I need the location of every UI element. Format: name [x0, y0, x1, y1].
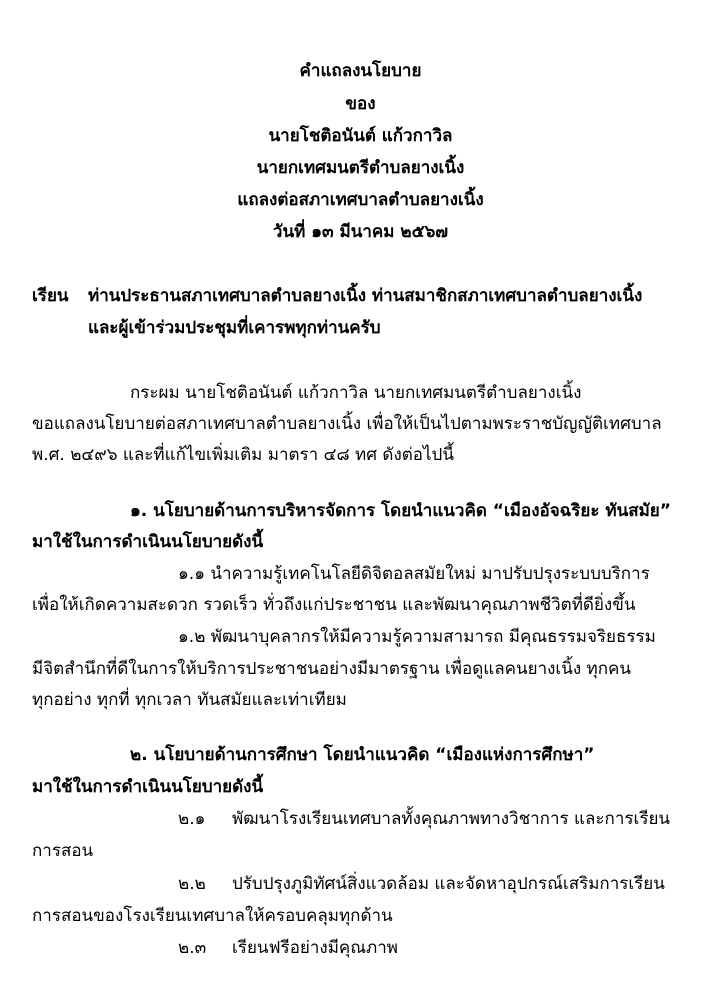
speaker-name: นายโชติอนันต์ แก้วกาวิล [268, 126, 453, 146]
policy-2-heading-cont: มาใช้ในการดำเนินนโยบายดังนี้ [32, 777, 264, 797]
policy-2-item-2-cont: การสอนของโรงเรียนเทศบาลให้ครอบคลุมทุกด้าน [32, 906, 393, 926]
policy-2-heading: ๒. นโยบายด้านการศึกษา โดยนำแนวคิด “เมืองแห่งการศึกษา” [130, 745, 595, 765]
policy-2-item-1-number: ๒.๑ [178, 809, 206, 829]
intro-line-2: ขอแถลงนโยบายต่อสภาเทศบาลตำบลยางเนิ้ง เพื่อให้เป็นไปตามพระราชบัญญัติเทศบาล [32, 414, 662, 434]
salutation-line-1: ท่านประธานสภาเทศบาลตำบลยางเนิ้ง ท่านสมาชิกสภาเทศบาลตำบลยางเนิ้ง [88, 286, 643, 306]
speaker-position: นายกเทศมนตรีตำบลยางเนิ้ง [256, 158, 465, 178]
policy-2-item-2-number: ๒.๒ [178, 874, 206, 894]
salutation-line-2: และผู้เข้าร่วมประชุมที่เคารพทุกท่านครับ [88, 318, 381, 338]
policy-1-item-2-cont-2: ทุกอย่าง ทุกที่ ทุกเวลา ทันสมัยและเท่าเทียม [32, 690, 347, 710]
policy-1-heading: ๑. นโยบายด้านการบริหารจัดการ โดยนำแนวคิด “เมืองอัจฉริยะ ทันสมัย” [130, 501, 671, 521]
policy-1-item-1-cont: เพื่อให้เกิดความสะดวก รวดเร็ว ทั่วถึงแก่ประชาชน และพัฒนาคุณภาพชีวิตที่ดียิ่งขึ้น [32, 595, 636, 615]
policy-1-item-2-cont: มีจิตสำนึกที่ดีในการให้บริการประชาชนอย่างมีมาตรฐาน เพื่อดูแลคนยางเนิ้ง ทุกคน [32, 659, 632, 679]
intro-line-1: กระผม นายโชติอนันต์ แก้วกาวิล นายกเทศมนตรีตำบลยางเนิ้ง [130, 383, 582, 403]
policy-2-item-3-number: ๒.๓ [178, 938, 207, 958]
policy-1-heading-cont: มาใช้ในการดำเนินนโยบายดังนี้ [32, 532, 264, 552]
policy-1-item-2: ๑.๒ พัฒนาบุคลากรให้มีความรู้ความสามารถ มีคุณธรรมจริยธรรม [178, 627, 656, 647]
audience-line: แถลงต่อสภาเทศบาลตำบลยางเนิ้ง [237, 190, 484, 210]
document-title: คำแถลงนโยบาย [299, 61, 422, 81]
policy-2-item-3: เรียนฟรีอย่างมีคุณภาพ [232, 938, 399, 958]
salutation-label: เรียน [32, 286, 69, 306]
policy-2-item-2: ปรับปรุงภูมิทัศน์สิ่งแวดล้อม และจัดหาอุปกรณ์เสริมการเรียน [232, 874, 665, 894]
policy-1-item-1: ๑.๑ นำความรู้เทคโนโลยีดิจิตอลสมัยใหม่ มาปรับปรุงระบบบริการ [178, 564, 650, 584]
policy-2-item-1: พัฒนาโรงเรียนเทศบาลทั้งคุณภาพทางวิชาการ และการเรียน [232, 809, 671, 829]
document-title-of: ของ [345, 94, 376, 114]
policy-2-item-1-cont: การสอน [32, 841, 94, 861]
intro-line-3: พ.ศ. ๒๔๙๖ และที่แก้ไขเพิ่มเติม มาตรา ๔๘ ทศ ดังต่อไปนี้ [32, 445, 454, 465]
document-date: วันที่ ๑๓ มีนาคม ๒๕๖๗ [272, 222, 449, 242]
